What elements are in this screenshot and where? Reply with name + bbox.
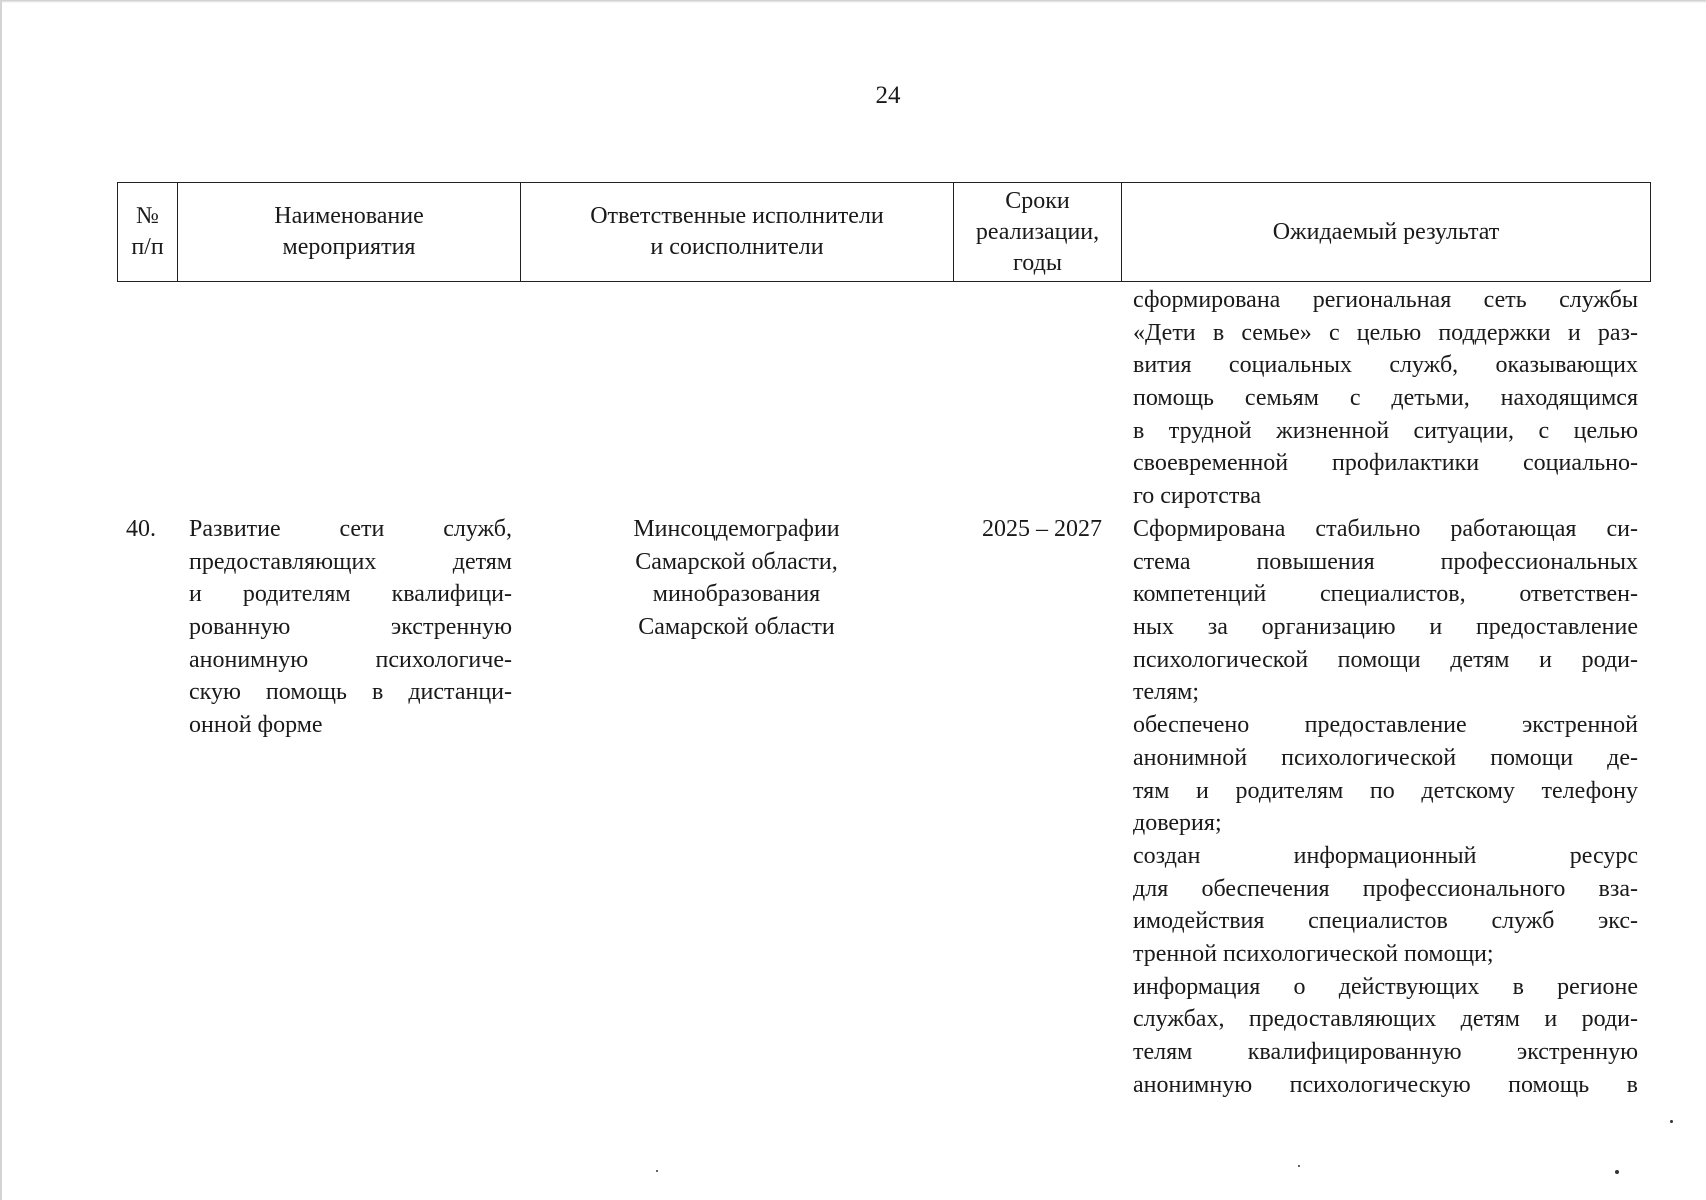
event-name-line: Развитие сети служб, xyxy=(189,516,512,542)
header-name-line: мероприятия xyxy=(282,234,416,260)
row-number: 40. xyxy=(126,516,156,542)
continuation-result-line: вития социальных служб, оказывающих xyxy=(1133,352,1638,379)
scan-speck xyxy=(1670,1120,1673,1123)
scan-speck xyxy=(1615,1170,1619,1174)
header-responsible-line: и соисполнители xyxy=(650,234,824,260)
result-line: стема повышения профессиональных xyxy=(1133,548,1638,575)
scan-edge-top xyxy=(0,0,1706,3)
header-result xyxy=(1122,183,1651,282)
responsible-line: Самарской области, xyxy=(635,548,838,575)
row-expected-result xyxy=(1133,513,1638,1101)
header-name-line: Наименование xyxy=(274,203,424,229)
event-name-line: предоставляющих детям xyxy=(189,548,512,575)
header-num-line: п/п xyxy=(131,234,164,260)
result-line: Сформирована стабильно работающая си- xyxy=(1133,516,1638,542)
event-name-line: онной форме xyxy=(189,712,323,739)
header-terms-line: Сроки xyxy=(1005,187,1070,214)
result-line: анонимной психологической помощи де- xyxy=(1133,744,1638,771)
result-line: доверия; xyxy=(1133,810,1222,837)
continuation-result xyxy=(1133,284,1638,513)
responsible-line: Минсоцдемографии xyxy=(633,516,840,542)
result-line: ных за организацию и предоставление xyxy=(1133,614,1638,641)
responsible-line: Самарской области xyxy=(638,614,835,641)
header-row xyxy=(118,183,1651,282)
header-terms xyxy=(954,183,1122,282)
result-line: анонимную психологическую помощь в xyxy=(1133,1071,1638,1098)
event-name-line: скую помощь в дистанци- xyxy=(189,679,512,706)
event-name-line: рованную экстренную xyxy=(189,614,512,641)
continuation-result-line: в трудной жизненной ситуации, с целью xyxy=(1133,417,1638,444)
page-number: 24 xyxy=(875,82,901,109)
result-line: информация о действующих в регионе xyxy=(1133,973,1638,1000)
continuation-result-line: го сиротства xyxy=(1133,483,1262,510)
result-line: для обеспечения профессионального вза- xyxy=(1133,875,1638,902)
scan-edge-left xyxy=(0,0,2,1200)
result-line: имодействия специалистов служб экс- xyxy=(1133,908,1638,935)
header-num-line: № xyxy=(136,203,159,229)
header-terms-line: реализации, xyxy=(975,218,1100,245)
header-responsible xyxy=(521,183,954,282)
row-terms: 2025 – 2027 xyxy=(982,516,1102,542)
responsible-line: минобразования xyxy=(652,581,821,608)
result-line: обеспечено предоставление экстренной xyxy=(1133,712,1638,739)
continuation-result-line: помощь семьям с детьми, находящимся xyxy=(1133,385,1638,412)
header-result-line: Ожидаемый результат xyxy=(1272,218,1500,245)
result-line: службах, предоставляющих детям и роди- xyxy=(1133,1006,1638,1033)
scan-speck xyxy=(656,1170,658,1172)
header-name xyxy=(178,183,521,282)
continuation-result-line: своевременной профилактики социально- xyxy=(1133,450,1638,477)
table-header xyxy=(117,182,1651,282)
result-line: создан информационный ресурс xyxy=(1133,842,1638,869)
header-terms-line: годы xyxy=(1013,249,1062,276)
event-name-line: анонимную психологиче- xyxy=(189,646,512,673)
result-line: психологической помощи детям и роди- xyxy=(1133,646,1638,673)
result-line: телям; xyxy=(1133,679,1200,706)
result-line: телям квалифицированную экстренную xyxy=(1133,1039,1638,1066)
continuation-result-line: сформирована региональная сеть службы xyxy=(1133,287,1638,313)
result-line: компетенций специалистов, ответствен- xyxy=(1133,581,1638,608)
scan-speck xyxy=(1298,1165,1300,1167)
result-line: тям и родителям по детскому телефону xyxy=(1133,777,1638,804)
header-responsible-line: Ответственные исполнители xyxy=(590,203,884,229)
continuation-result-line: «Дети в семье» с целью поддержки и раз- xyxy=(1133,319,1638,346)
event-name-line: и родителям квалифици- xyxy=(189,581,512,608)
row-event-name xyxy=(189,513,512,742)
row-responsible xyxy=(520,513,953,644)
header-num xyxy=(118,183,178,282)
result-line: тренной психологической помощи; xyxy=(1133,940,1494,967)
